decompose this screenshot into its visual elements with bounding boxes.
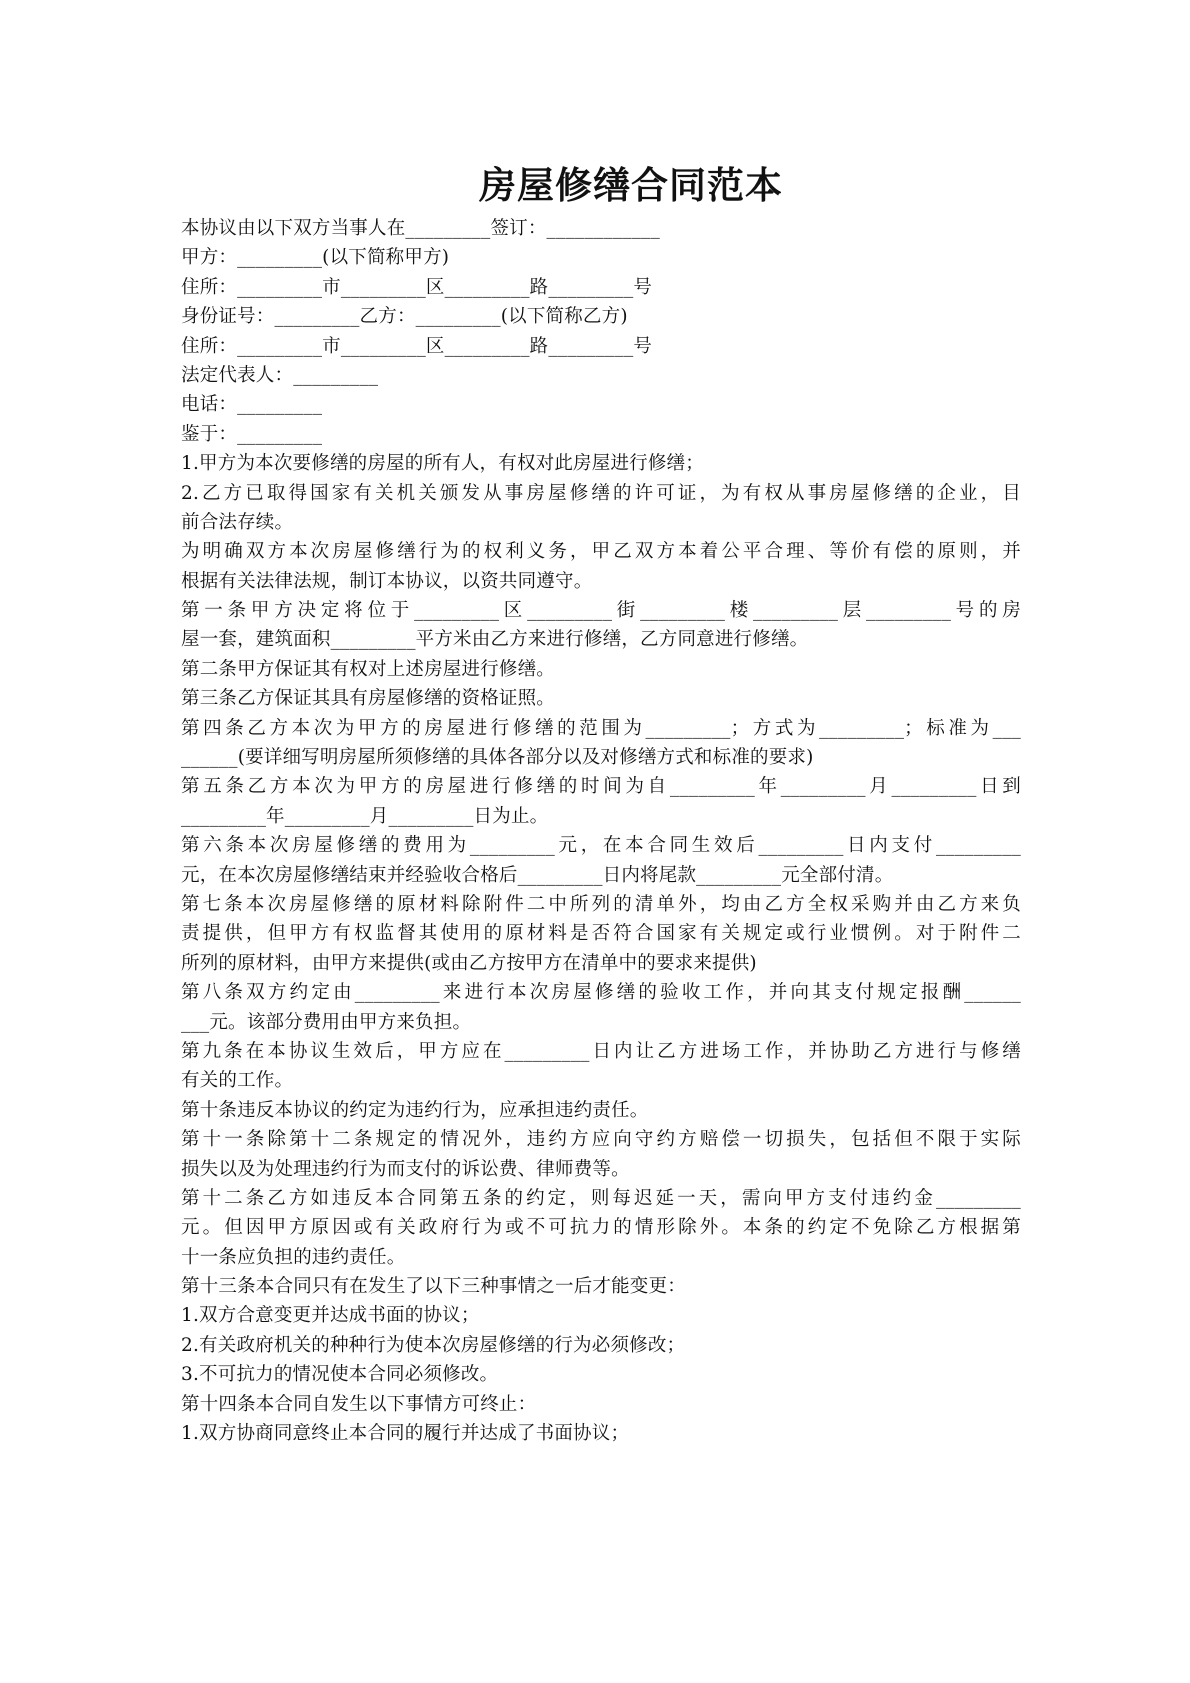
text-line-article-14: 第十四条本合同自发生以下事情方可终止： (181, 1393, 537, 1415)
text-line-article-3: 第三条乙方保证其具有房屋修缮的资格证照。 (181, 688, 556, 710)
text-line-article-8: 第八条双方约定由_________来进行本次房屋修缮的验收工作，并向其支付规定报酬______ (181, 982, 1021, 1004)
text-line-article-10: 第十条违反本协议的约定为违约行为，应承担违约责任。 (181, 1099, 649, 1121)
text-line-article-12-cont-1: 元。但因甲方原因或有关政府行为或不可抗力的情形除外。本条的约定不免除乙方根据第 (181, 1217, 1021, 1239)
text-line-recital-1: 1.甲方为本次要修缮的房屋的所有人，有权对此房屋进行修缮； (181, 453, 704, 475)
text-line-article-13-item-3: 3.不可抗力的情况使本合同必须修改。 (181, 1364, 499, 1386)
text-line-article-5: 第五条乙方本次为甲方的房屋进行修缮的时间为自_________年_________月_________日到 (181, 776, 1021, 798)
text-line-article-4-cont: ______(要详细写明房屋所须修缮的具体各部分以及对修缮方式和标准的要求) (181, 747, 814, 769)
text-line-article-11: 第十一条除第十二条规定的情况外，违约方应向守约方赔偿一切损失，包括但不限于实际 (181, 1129, 1021, 1151)
text-line-phone: 电话：_________ (181, 394, 323, 416)
text-line-purpose-cont: 根据有关法律法规，制订本协议，以资共同遵守。 (181, 570, 593, 592)
document-page (181, 160, 1021, 1448)
text-line-signing-place: 本协议由以下双方当事人在_________签订：____________ (181, 218, 660, 239)
text-line-article-11-cont: 损失以及为处理违约行为而支付的诉讼费、律师费等。 (181, 1158, 630, 1180)
text-line-article-5-cont: _________年_________月_________日为止。 (181, 805, 549, 827)
text-line-article-7-cont-2: 所列的原材料，由甲方来提供(或由乙方按甲方在清单中的要求来提供) (181, 952, 757, 974)
text-line-article-9: 第九条在本协议生效后，甲方应在_________日内让乙方进场工作，并协助乙方进行与修缮 (181, 1040, 1021, 1062)
text-line-article-6-cont: 元，在本次房屋修缮结束并经验收合格后_________日内将尾款_________元全部付清。 (181, 864, 894, 886)
text-line-purpose: 为明确双方本次房屋修缮行为的权利义务，甲乙双方本着公平合理、等价有偿的原则，并 (181, 541, 1021, 563)
text-line-article-14-item-1: 1.双方协商同意终止本合同的履行并达成了书面协议； (181, 1423, 630, 1445)
text-line-article-2: 第二条甲方保证其有权对上述房屋进行修缮。 (181, 658, 556, 680)
text-line-article-1: 第一条甲方决定将位于_________区_________街_________楼_________层_________号的房 (181, 600, 1021, 622)
text-line-article-12-cont-2: 十一条应负担的违约责任。 (181, 1246, 406, 1268)
document-title: 房屋修缮合同范本 (479, 164, 783, 207)
text-line-article-4: 第四条乙方本次为甲方的房屋进行修缮的范围为_________；方式为_________；标准为___ (181, 717, 1021, 739)
text-line-article-12: 第十二条乙方如违反本合同第五条的约定，则每迟延一天，需向甲方支付违约金_________ (181, 1187, 1021, 1209)
text-line-party-a: 甲方：_________(以下简称甲方) (181, 247, 450, 269)
text-line-whereas: 鉴于：_________ (181, 423, 323, 445)
text-line-party-a-address: 住所：_________市_________区_________路_________号 (181, 276, 653, 298)
text-line-article-8-cont: ___元。该部分费用由甲方来负担。 (181, 1011, 472, 1033)
text-line-recital-2-cont: 前合法存续。 (181, 511, 294, 533)
text-line-article-13: 第十三条本合同只有在发生了以下三种事情之一后才能变更： (181, 1276, 686, 1298)
text-line-article-13-item-2: 2.有关政府机关的种种行为使本次房屋修缮的行为必须修改； (181, 1334, 686, 1356)
text-line-id-party-b: 身份证号：_________乙方：_________(以下简称乙方) (181, 306, 628, 328)
text-line-legal-rep: 法定代表人：_________ (181, 364, 379, 386)
text-line-article-9-cont: 有关的工作。 (181, 1070, 294, 1092)
text-line-party-b-address: 住所：_________市_________区_________路_________号 (181, 335, 653, 357)
text-line-recital-2: 2.乙方已取得国家有关机关颁发从事房屋修缮的许可证，为有权从事房屋修缮的企业，目 (181, 482, 1021, 504)
text-line-article-1-cont: 屋一套，建筑面积_________平方米由乙方来进行修缮，乙方同意进行修缮。 (181, 629, 809, 651)
text-line-article-6: 第六条本次房屋修缮的费用为_________元，在本合同生效后_________日内支付_________ (181, 835, 1021, 857)
text-line-article-13-item-1: 1.双方合意变更并达成书面的协议； (181, 1305, 480, 1327)
text-line-article-7-cont-1: 责提供，但甲方有权监督其使用的原材料是否符合国家有关规定或行业惯例。对于附件二 (181, 923, 1021, 945)
text-line-article-7: 第七条本次房屋修缮的原材料除附件二中所列的清单外，均由乙方全权采购并由乙方来负 (181, 893, 1021, 915)
